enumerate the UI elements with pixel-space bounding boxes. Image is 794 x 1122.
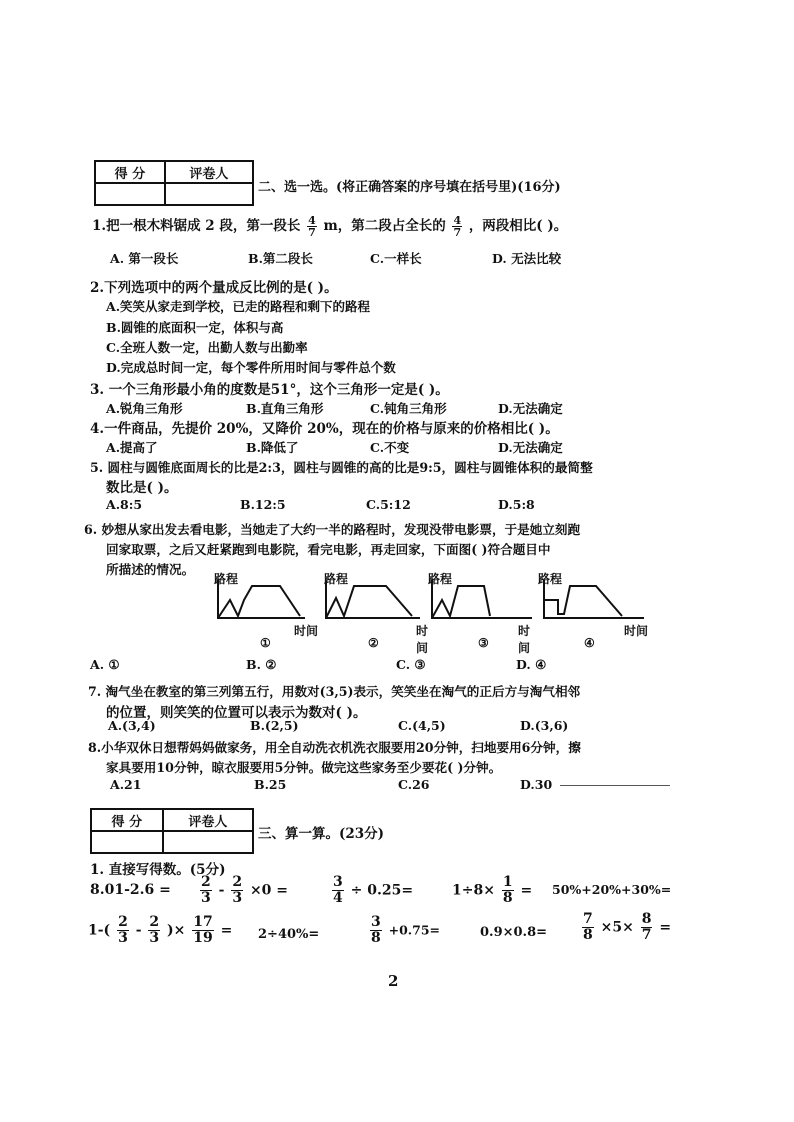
section3-sub-1: 1. 直接写得数。(5分) xyxy=(90,862,226,878)
grader-cell[interactable] xyxy=(163,831,253,853)
question-2: 2.下列选项中的两个量成反比例的是( )。 xyxy=(90,280,338,296)
graph-3-y-label: 路程 xyxy=(428,572,453,586)
question-6-line-2: 回家取票，之后又赶紧跑到电影院，看完电影，再走回家，下面图( )符合题目中 xyxy=(106,542,551,557)
q5-option-d[interactable]: D.5:8 xyxy=(498,497,535,512)
question-4: 4.一件商品，先提价 20%，又降价 20%，现在的价格与原来的价格相比( )。 xyxy=(90,421,559,437)
section2-title: 二、选一选。(将正确答案的序号填在括号里)(16分) xyxy=(258,180,561,195)
calc-6-tail: = xyxy=(220,922,233,939)
q4-option-d[interactable]: D.无法确定 xyxy=(498,440,563,455)
calc-4-fraction: $\frac{1}{8}$ xyxy=(502,874,513,906)
q3-option-a[interactable]: A.锐角三角形 xyxy=(106,401,183,416)
q5-option-b[interactable]: B.12:5 xyxy=(240,497,286,512)
graph-3-x-label: 时间 xyxy=(518,624,531,655)
score-table-section2 xyxy=(94,160,254,206)
calc-4-tail: = xyxy=(520,882,533,899)
q6-option-a[interactable]: A. ① xyxy=(90,657,120,672)
calc-8-tail: +0.75= xyxy=(388,922,441,938)
graph-4-y-label: 路程 xyxy=(538,572,563,586)
question-1 xyxy=(92,214,567,238)
calc-6-fraction-a: $\frac{2}{3}$ xyxy=(118,914,128,946)
calc-10-fraction-a: $\frac{7}{8}$ xyxy=(583,911,593,943)
graph-2-y-label: 路程 xyxy=(324,572,349,586)
q5-option-c[interactable]: C.5:12 xyxy=(366,497,411,512)
calc-2-tail: ×0 = xyxy=(249,882,289,899)
graph-1-number: ① xyxy=(260,636,271,650)
q1-fraction-1: $\frac{4}{7}$ xyxy=(308,214,316,239)
calc-3-fraction: $\frac{3}{4}$ xyxy=(333,874,343,906)
q1-option-b[interactable]: B.第二段长 xyxy=(248,251,313,266)
question-6-line-3: 所描述的情况。 xyxy=(106,562,195,577)
graph-1-y-label: 路程 xyxy=(214,572,239,586)
calc-2-minus: - xyxy=(218,882,225,899)
q7-option-c[interactable]: C.(4,5) xyxy=(398,718,446,733)
q6-option-b[interactable]: B. ② xyxy=(246,657,277,672)
calc-3-tail: ÷ 0.25= xyxy=(350,882,414,899)
q1-text-a: 1.把一根木料锯成 2 段，第一段长 xyxy=(92,218,301,234)
q8-option-a[interactable]: A.21 xyxy=(110,777,142,792)
section3-title: 三、算一算。(23分) xyxy=(258,826,385,842)
q1-option-a[interactable]: A. 第一段长 xyxy=(110,251,179,266)
question-5-line-1: 5. 圆柱与圆锥底面周长的比是2:3，圆柱与圆锥的高的比是9:5，圆柱与圆锥体积的最简整 xyxy=(90,460,593,475)
q2-option-a[interactable]: A.笑笑从家走到学校，已走的路程和剩下的路程 xyxy=(106,299,371,314)
q8-option-d[interactable]: D.30 xyxy=(520,777,553,792)
q6-option-d[interactable]: D. ④ xyxy=(516,657,547,672)
stray-line-mark xyxy=(560,785,670,786)
grader-header: 评卷人 xyxy=(163,809,253,831)
q8-option-b[interactable]: B.25 xyxy=(254,777,287,792)
page-number: 2 xyxy=(388,972,399,990)
graph-3 xyxy=(428,570,538,654)
graph-1-x-label: 时间 xyxy=(294,624,319,638)
calc-10-mid: ×5× xyxy=(600,919,634,936)
calc-10-tail: = xyxy=(659,919,672,936)
score-cell[interactable] xyxy=(91,831,163,853)
calc-10 xyxy=(580,912,671,943)
question-8-line-2: 家具要用10分钟，晾衣服要用5分钟。做完这些家务至少要花( )分钟。 xyxy=(106,760,502,775)
q2-option-c[interactable]: C.全班人数一定，出勤人数与出勤率 xyxy=(106,340,308,355)
calc-2-fraction-b: $\frac{2}{3}$ xyxy=(232,874,243,906)
calc-2-fraction-a: $\frac{2}{3}$ xyxy=(201,874,211,906)
q1-option-d[interactable]: D. 无法比较 xyxy=(492,251,562,266)
calc-6 xyxy=(88,915,232,946)
graph-4 xyxy=(534,570,654,654)
question-7-line-2: 的位置，则笑笑的位置可以表示为数对( )。 xyxy=(106,705,367,721)
q2-option-d[interactable]: D.完成总时间一定，每个零件所用时间与零件总个数 xyxy=(106,360,396,375)
q5-option-a[interactable]: A.8:5 xyxy=(106,497,143,512)
score-header: 得 分 xyxy=(95,161,165,183)
q3-option-c[interactable]: C.钝角三角形 xyxy=(370,401,447,416)
score-table-section3 xyxy=(90,808,254,854)
q3-option-d[interactable]: D.无法确定 xyxy=(498,401,563,416)
calc-6-minus: - xyxy=(135,922,142,939)
graph-3-number: ③ xyxy=(478,636,489,650)
question-6-line-1: 6. 妙想从家出发去看电影，当她走了大约一半的路程时，发现没带电影票，于是她立刻跑 xyxy=(84,522,581,537)
graph-2-number: ② xyxy=(368,636,379,650)
q4-option-b[interactable]: B.降低了 xyxy=(246,440,299,455)
calc-7: 2÷40%= xyxy=(258,927,320,942)
calc-1: 8.01-2.6 = xyxy=(90,882,171,898)
calc-8-fraction: $\frac{3}{8}$ xyxy=(371,914,381,946)
graph-4-number: ④ xyxy=(584,636,595,650)
q1-fraction-2: $\frac{4}{7}$ xyxy=(453,214,462,239)
q7-option-a[interactable]: A.(3,4) xyxy=(108,718,156,733)
graph-4-x-label: 时间 xyxy=(624,624,649,638)
q7-option-b[interactable]: B.(2,5) xyxy=(250,718,299,733)
calc-6-head: 1-( xyxy=(88,922,111,939)
calc-9: 0.9×0.8= xyxy=(480,925,548,940)
score-cell[interactable] xyxy=(95,183,165,205)
score-header: 得 分 xyxy=(91,809,163,831)
q7-option-d[interactable]: D.(3,6) xyxy=(520,718,569,733)
grader-cell[interactable] xyxy=(165,183,253,205)
calc-2 xyxy=(198,875,288,906)
q2-option-b[interactable]: B.圆锥的底面积一定，体积与高 xyxy=(106,320,284,335)
calc-10-fraction-b: $\frac{8}{7}$ xyxy=(641,911,652,943)
graph-2-x-label: 时间 xyxy=(416,624,429,655)
q8-option-c[interactable]: C.26 xyxy=(398,777,430,792)
question-5-line-2: 数比是( )。 xyxy=(106,480,178,496)
graph-1 xyxy=(210,570,320,654)
calc-6-mid: )× xyxy=(167,922,186,939)
q6-option-c[interactable]: C. ③ xyxy=(396,657,426,672)
q1-text-b: m，第二段占全长的 xyxy=(323,218,446,234)
question-3: 3. 一个三角形最小角的度数是51°，这个三角形一定是( )。 xyxy=(90,382,449,398)
grader-header: 评卷人 xyxy=(165,161,253,183)
calc-8 xyxy=(368,915,440,946)
calc-3 xyxy=(330,875,413,906)
question-8-line-1: 8.小华双休日想帮妈妈做家务，用全自动洗衣机洗衣服要用20分钟，扫地要用6分钟，擦 xyxy=(88,740,581,755)
calc-6-fraction-c: $\frac{17}{19}$ xyxy=(193,914,213,946)
calc-5: 50%+20%+30%= xyxy=(552,882,672,897)
calc-4 xyxy=(452,875,532,906)
graph-2 xyxy=(320,570,430,654)
question-7-line-1: 7. 淘气坐在教室的第三列第五行，用数对(3,5)表示，笑笑坐在淘气的正后方与淘气相邻 xyxy=(88,684,581,699)
q3-option-b[interactable]: B.直角三角形 xyxy=(246,401,324,416)
calc-4-head: 1÷8× xyxy=(452,882,495,899)
q4-option-a[interactable]: A.提高了 xyxy=(106,440,158,455)
q4-option-c[interactable]: C.不变 xyxy=(370,440,410,455)
q1-text-c: ，两段相比( )。 xyxy=(468,218,568,234)
q1-option-c[interactable]: C.一样长 xyxy=(370,251,422,266)
calc-6-fraction-b: $\frac{2}{3}$ xyxy=(149,914,160,946)
